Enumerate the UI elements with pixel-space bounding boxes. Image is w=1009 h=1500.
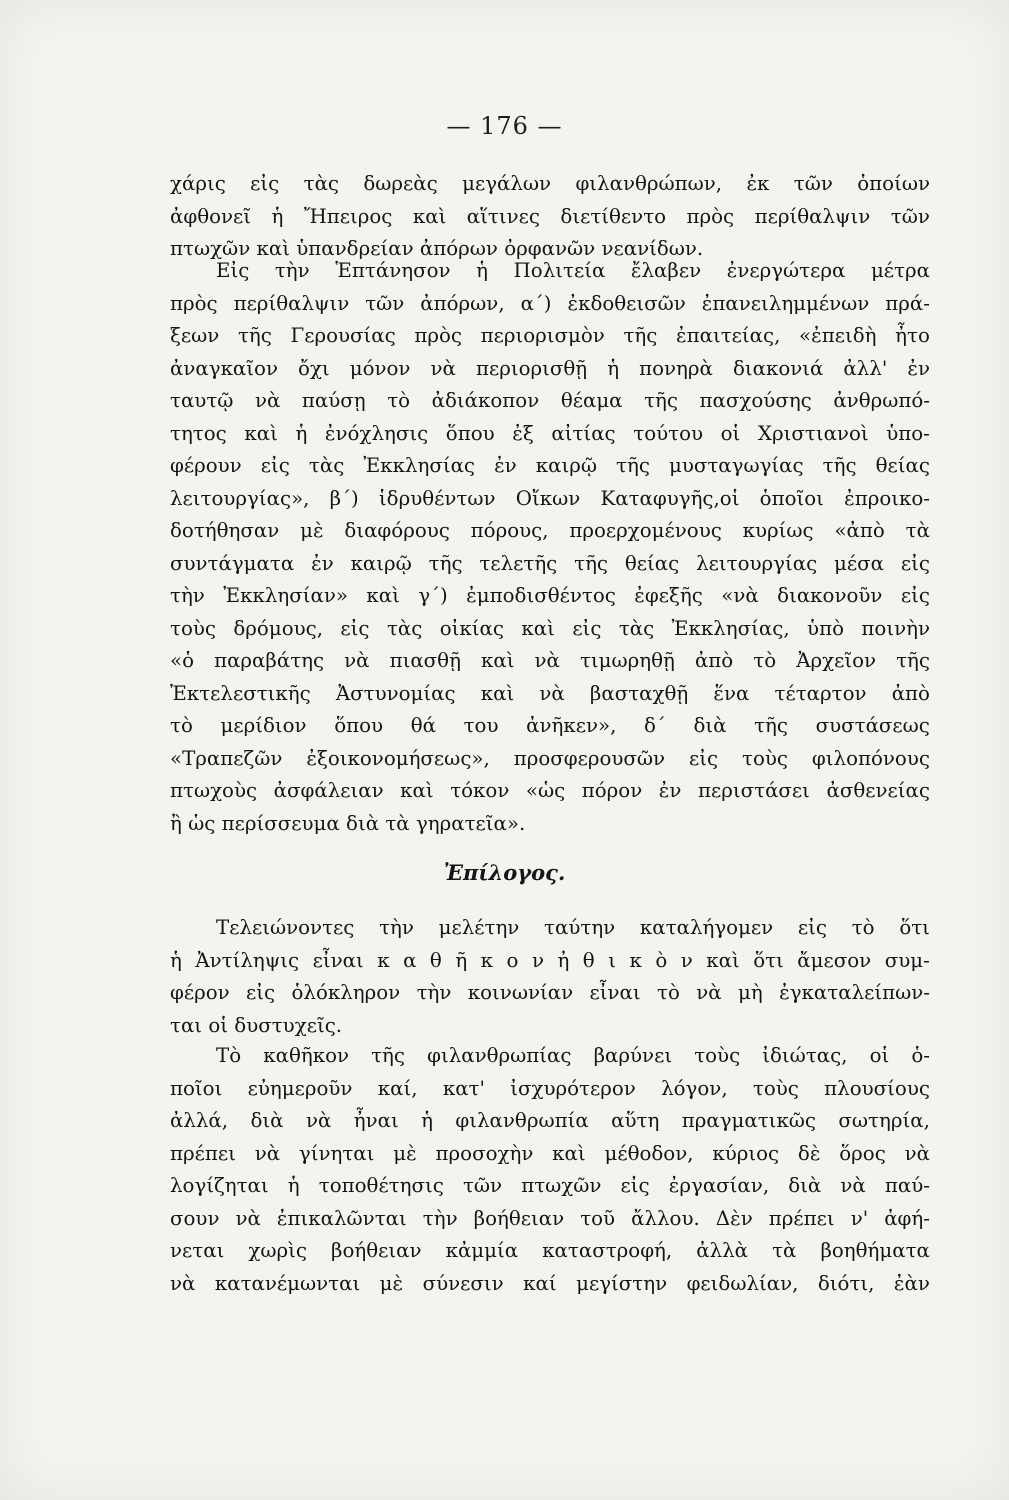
text-line: Ἐκτελεστικῆς Ἀστυνομίας καὶ νὰ βασταχθῇ ἕνα τέταρτον ἀπὸ — [170, 681, 930, 705]
text-line: συντάγματα ἐν καιρῷ τῆς τελετῆς τῆς θείας λειτουργίας μέσα εἰς — [170, 551, 930, 575]
text-line: ξεων τῆς Γερουσίας πρὸς περιορισμὸν τῆς ἐπαιτείας, «ἐπειδὴ ἦτο — [170, 324, 930, 347]
text-line: χάρις εἰς τὰς δωρεὰς μεγάλων φιλανθρώπων, ἐκ τῶν ὁποίων — [170, 172, 930, 195]
text-line: Τὸ καθῆκον τῆς φιλανθρωπίας βαρύνει τοὺς ἰδιώτας, οἱ ὁ- — [216, 1044, 930, 1067]
text-line: ἡ Ἀντίληψις εἶναι κ α θ ῆ κ ο ν ἠ θ ι κ ὸ ν καὶ ὅτι ἄμεσον συμ- — [170, 948, 930, 972]
text-line: «ὁ παραβάτης νὰ πιασθῇ καὶ νὰ τιμωρηθῇ ἀπὸ τὸ Ἀρχεῖον τῆς — [170, 649, 930, 672]
section-heading-epilogue: Ἐπίλογος. — [443, 860, 566, 885]
text-line: ἀναγκαῖον ὄχι μόνον νὰ περιορισθῇ ἡ πονηρὰ διακονιά ἀλλ' ἐν — [170, 356, 930, 380]
text-line: πτωχῶν καὶ ὑπανδρείαν ἀπόρων ὀρφανῶν νεανίδων. — [170, 237, 704, 260]
text-line: τὸ μερίδιον ὅπου θά του ἀνῆκεν», δ΄ διὰ τῆς συστάσεως — [170, 714, 930, 737]
text-line: νὰ κατανέμωνται μὲ σύνεσιν καί μεγίστην φειδωλίαν, διότι, ἐὰν — [170, 1271, 930, 1295]
paragraph-conclusion — [170, 912, 930, 1042]
page-number: — 176 — — [446, 112, 563, 140]
text-line: φέρον εἰς ὁλόκληρον τὴν κοινωνίαν εἶναι τὸ νὰ μὴ ἐγκαταλείπων- — [170, 981, 930, 1004]
text-line: φέρουν εἰς τὰς Ἐκκλησίας ἐν καιρῷ τῆς μυσταγωγίας τῆς θείας — [170, 454, 930, 477]
text-line: τητος καὶ ἡ ἐνόχλησις ὅπου ἐξ αἰτίας τούτου οἱ Χριστιανοὶ ὑπο- — [170, 421, 930, 445]
paragraph-eptanisos — [170, 255, 930, 840]
paragraph-duty — [170, 1040, 930, 1300]
text-line: δοτήθησαν μὲ διαφόρους πόρους, προερχομένους κυρίως «ἀπὸ τὰ — [170, 519, 930, 542]
text-line: «Τραπεζῶν ἐξοικονομήσεως», προσφερουσῶν εἰς τοὺς φιλοπόνους — [170, 746, 930, 770]
text-line: λογίζηται ἡ τοποθέτησις τῶν πτωχῶν εἰς ἐργασίαν, διὰ νὰ παύ- — [170, 1174, 930, 1197]
paragraph-continuation — [170, 168, 930, 266]
text-line: τοὺς δρόμους, εἰς τὰς οἰκίας καὶ εἰς τὰς Ἐκκλησίας, ὑπὸ ποινὴν — [170, 616, 930, 640]
text-line: ἢ ὡς περίσσευμα διὰ τὰ γηρατεῖα». — [170, 811, 526, 835]
text-line: πτωχοὺς ἀσφάλειαν καὶ τόκον «ὡς πόρον ἐν περιστάσει ἀσθενείας — [170, 779, 930, 802]
text-line: λειτουργίας», β΄) ἱδρυθέντων Οἴκων Καταφυγῆς,οἱ ὁποῖοι ἐπροικο- — [170, 486, 930, 510]
text-line: ποῖοι εὐημεροῦν καί, κατ' ἰσχυρότερον λόγον, τοὺς πλουσίους — [170, 1076, 930, 1100]
text-line: Εἰς τὴν Ἑπτάνησον ἡ Πολιτεία ἔλαβεν ἐνεργώτερα μέτρα — [216, 259, 930, 282]
text-line: πρέπει νὰ γίνηται μὲ προσοχὴν καὶ μέθοδον, κύριος δὲ ὅρος νὰ — [170, 1141, 930, 1165]
text-line: Τελειώνοντες τὴν μελέτην ταύτην καταλήγομεν εἰς τὸ ὅτι — [216, 916, 930, 939]
text-line: ταυτῷ νὰ παύσῃ τὸ ἀδιάκοπον θέαμα τῆς πασχούσης ἀνθρωπό- — [170, 389, 930, 412]
text-line: τὴν Ἐκκλησίαν» καὶ γ΄) ἐμποδισθέντος ἐφεξῆς «νὰ διακονοῦν εἰς — [170, 584, 930, 607]
text-line: ται οἱ δυστυχεῖς. — [170, 1013, 343, 1037]
text-line: νεται χωρὶς βοήθειαν κἀμμία καταστροφή, ἀλλὰ τὰ βοηθήματα — [170, 1239, 930, 1262]
text-line: ἀφθονεῖ ἡ Ἤπειρος καὶ αἵτινες διετίθεντο πρὸς περίθαλψιν τῶν — [170, 204, 930, 228]
text-line: σουν νὰ ἐπικαλῶνται τὴν βοήθειαν τοῦ ἄλλου. Δὲν πρέπει ν' ἀφή- — [170, 1206, 930, 1230]
text-line: πρὸς περίθαλψιν τῶν ἀπόρων, α΄) ἐκδοθεισῶν ἐπανειλημμένων πρά- — [170, 291, 930, 315]
text-line: ἀλλά, διὰ νὰ ἦναι ἡ φιλανθρωπία αὕτη πραγματικῶς σωτηρία, — [170, 1109, 930, 1132]
